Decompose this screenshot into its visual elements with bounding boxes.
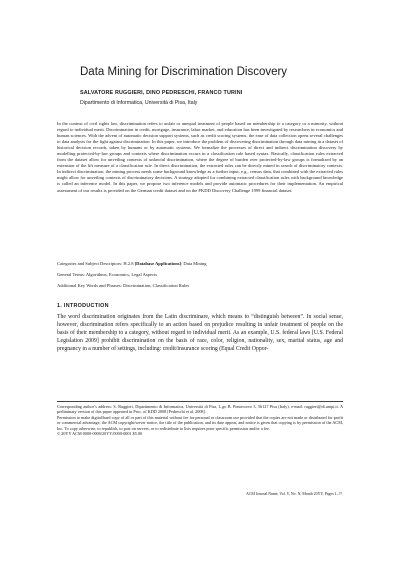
keywords: Additional Key Words and Phrases: Discrimination, Classification Rules — [57, 283, 190, 288]
categories-rest: : Data Mining — [181, 261, 207, 266]
section-heading: 1. INTRODUCTION — [57, 303, 109, 309]
author-list: SALVATORE RUGGIERI, DINO PEDRESCHI, FRANCO TURINI — [80, 90, 243, 96]
footnote-rule — [57, 401, 343, 402]
categories-descriptors — [57, 261, 343, 267]
categories-label: Categories and Subject Descriptors: H.2.8 — [57, 261, 135, 266]
abstract: In the context of civil rights law, discrimination refers to unfair or unequal treatment of people based on membership to a category or a minority, without regard to individual merit. Discrimination in credit, mortgage, insurance, labor market, and education has been investigated by researchers in economics and human sciences. With the advent of automatic decision support systems, such as credit scoring systems, the ease of data collection opens several challenges to data analysts for the fight against discrimination. In this paper, we introduce the problem of discovering discrimination through data mining in a dataset of historical decision records, taken by humans or by automatic systems. We formalize the processes of direct and indirect discrimination discovery by modelling protected-by-law groups and contexts where discrimination occurs in a classification rule based syntax. Basically, classification rules extracted from the dataset allow for unveiling contexts of unlawful discrimination, where the degree of burden over protected-by-law groups is formalized by an extension of the lift measure of a classification rule. In direct discrimination, the extracted rules can be directly mined in search of discriminatory contexts. In indirect discrimination, the mining process needs some background knowledge as a further input, e.g., census data, that combined with the extracted rules might allow for unveiling contexts of discriminatory decisions. A strategy adopted for combining extracted classification rules with background knowledge is called an inference model. In this paper, we propose two inference models and provide automatic procedures for their implementation. An empirical assessment of our results is provided on the German credit dataset and on the PKDD Discovery Challenge 1999 financial dataset. — [57, 121, 343, 193]
journal-footer: ACM Journal Name, Vol. V, No. N, Month 20YY, Pages 1–??. — [245, 492, 343, 496]
affiliation: Dipartimento di Informatica, Università di Pisa, Italy — [80, 100, 198, 106]
general-terms: General Terms: Algorithms, Economics, Legal Aspects — [57, 272, 157, 277]
footnote: Corresponding author’s address: S. Ruggieri, Dipartimento di Informatica, Università di Pisa, L.go B. Pontecorvo 3, 56127 Pisa (Italy). e-mail: ruggieri@di.unipi.it. A preliminary version of this paper appeared in Proc. of KDD 2008 [Pedreschi et al. 2008]. Permission to make digital/hard copy of all or part of this material without fee for personal or classroom use provided that the copies are not made or distributed for profit or commercial advantage, the ACM copyright/server notice, the title of the publication, and its date appear, and notice is given that copying is by permission of the ACM, Inc. To copy otherwise, to republish, to post on servers, or to redistribute to lists requires prior specific permission and/or a fee. © 20YY ACM 0000-0000/20YY/0000-0001 $5.00 — [57, 404, 343, 437]
categories-bold: [Database Applications] — [134, 261, 182, 266]
paper-title: Data Mining for Discrimination Discovery — [80, 66, 288, 78]
intro-paragraph: The word discrimination originates from the Latin discriminare, which means to “distinguish between”. In social sense, however, discrimination refers specifically to an action based on prejudice resulting in unfair treatment of people on the basis of their membership to a category, without regard to individual merit. As an example, U.S. federal laws [U.S. Federal Legislation 2009] prohibit discrimination on the basis of race, color, religion, nationality, sex, marital status, age and pregnancy in a number of settings, including: credit/insurance scoring (Equal Credit Oppor- — [57, 314, 343, 352]
